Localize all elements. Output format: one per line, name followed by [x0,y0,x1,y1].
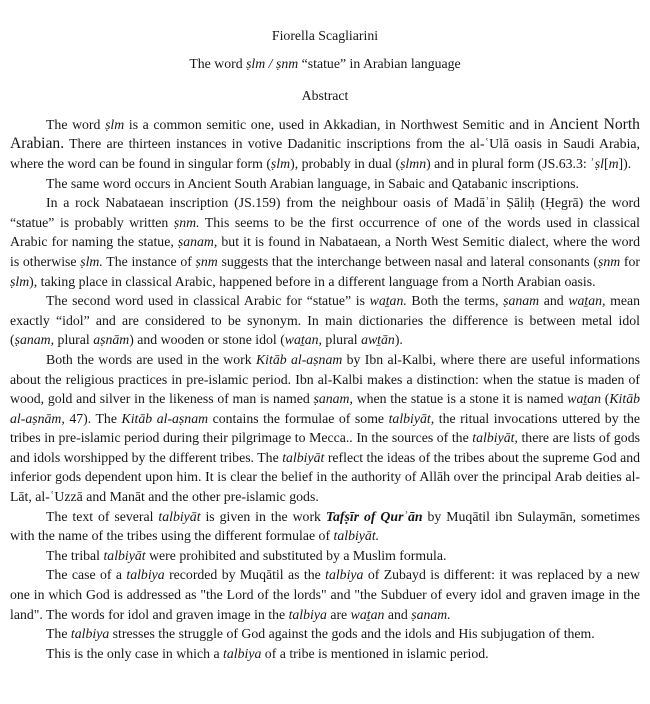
text-run: talbiyāt [282,449,325,465]
text-run: The text of several [46,508,159,524]
text-run: Kitāb al-aṣnam [255,351,343,367]
paragraph [10,565,640,624]
text-run: The second word used in classical Arabic for “statue” is [46,293,370,309]
text-run: The [46,626,71,642]
text-run: awṯān [361,332,395,348]
text-run: ṣl [594,155,604,171]
text-run: This seems to be the first occurrence of one of the words used in classical Arabic for naming the statue, [10,214,640,250]
text-run: The same word occurs in Ancient South Arabian language, in Sabaic and Qatabanic inscriptions. [46,175,579,191]
text-run: In a rock Nabataean inscription (JS.159) from the neighbour oasis of Madāʾin Ṣāliḥ (Ḥegrā) the word “statue” is probably written [10,195,640,230]
abstract-body [10,115,640,664]
text-run: ), probably in dual ( [290,155,401,171]
text-run: ṣlm. [80,253,103,269]
text-run: the ritual invocations uttered by the tribes in pre-islamic period during their pilgrimage to Mecca.. In the sources of the [10,410,641,446]
text-run: of Zubayd is different: it was replaced by a new one in which God is addressed as "the Lord of the lords" and "the Subduer of every idol and graven image in the land". The words for idol and graven image in the [10,567,640,622]
text-run: plural [321,332,362,348]
text-run: of a tribe is mentioned in islamic period. [261,645,489,661]
text-run: ) and in plural form (JS.63.3: ʾ [426,155,595,171]
text-run: talbiyāt [158,508,201,524]
text-run: The word [189,55,247,71]
text-run: waṯan. [369,293,407,309]
text-run: suggests that the interchange between nasal and lateral consonants ( [217,253,598,269]
text-run: The case of a [46,567,127,583]
text-run: ṣlm [270,155,291,171]
text-run: ]). [618,155,632,171]
text-run: The word [46,116,106,132]
text-run: 47). The [64,410,122,426]
text-run: talbiya [223,645,262,661]
paragraph [10,193,640,291]
text-run: ṣanam, [177,234,218,250]
text-run: by Ibn al-Kalbi, where there are useful informations about the religious practices in pre-islamic period. Ibn al-Kalbi makes a distinction: when the statue is maden of wood, gold and silver in the likeness of man is named [10,351,640,407]
text-run: there are lists of gods and idols worshipped by the different tribes. The [10,430,640,465]
text-run: are [326,606,351,622]
text-run: aṣnām [93,332,130,348]
text-run: Both the terms, [406,293,504,309]
text-run: talbiyāt. [333,528,380,544]
text-run: Ancient North Arabian. [10,115,640,153]
text-run: waṯan [567,391,601,407]
text-run: ṣlm [10,273,30,289]
text-run: recorded by Muqātil as the [164,567,326,583]
text-run: contains the formulae of some [208,410,389,426]
text-run: ) and wooden or stone idol ( [129,332,285,348]
text-run: Both the words are used in the work [46,351,256,367]
text-run: ṣnm [195,253,218,269]
text-run: Tafṣīr of Qurʾān [325,508,423,524]
text-run: “statue” in Arabian language [298,55,461,71]
text-run: and [384,606,412,622]
text-run: talbiya [288,606,327,622]
text-run: is given in the work [200,508,326,524]
text-run: ṣanam, [14,332,55,348]
text-run: talbiya [70,626,110,642]
text-run: waṯan [350,606,385,622]
text-run: ṣanam. [411,606,451,622]
text-run: and [539,293,569,309]
text-run: is a common semitic one, used in Akkadian, in Northwest Semitic and in [124,116,550,132]
paragraph [10,291,640,350]
paragraph [10,507,640,546]
text-run: ṣanam [503,293,540,309]
text-run: by Muqātil ibn Sulaymān, sometimes with the name of the tribes using the different formulae of [10,508,640,544]
text-run: [ [603,155,609,171]
text-run: This is the only case in which a [46,645,224,661]
text-run: Kitāb al-aṣnam [121,410,209,426]
text-run: waṯan, [284,332,322,348]
text-run: plural [54,332,94,348]
text-run: m [608,155,619,171]
text-run: mean exactly “idol” and are considered to be synonym. In main dictionaries the difference is between metal idol ( [10,293,641,348]
text-run: ( [601,391,610,407]
text-run: The instance of [102,253,196,269]
paragraph [10,624,640,644]
paragraph [10,644,640,664]
document-title [10,54,640,74]
text-run: ṣnm [597,253,621,269]
text-run: ṣnm. [173,214,200,230]
text-run: ṣanam, [313,391,353,407]
paragraph [10,174,640,194]
abstract-heading: Abstract [301,88,349,104]
text-run: talbiyāt, [472,430,518,446]
text-run: ṣlm / ṣnm [246,55,299,71]
text-run: Kitāb al-aṣnām, [10,391,640,426]
text-run: for [620,253,640,269]
text-run: talbiyāt [103,547,146,563]
text-run: ṣlm [105,116,125,132]
text-run: ṣlmn [400,155,427,171]
text-run: when the statue is a stone it is named [352,391,568,407]
paragraph [10,350,640,507]
text-run: talbiyāt, [388,410,435,426]
text-run: talbiya [325,567,364,583]
paragraph [10,546,640,566]
author-name: Fiorella Scagliarini [271,28,379,43]
text-run: The tribal [46,547,104,563]
text-run: waṯan, [568,293,606,309]
text-run: ). [394,332,403,348]
text-run: reflect the ideas of the tribes about the supreme God and inferior gods dependent upon him. It is clear the belief in the authority of Allāh over the principal Arab deities al-Lāt, al-ʿUzzā and Manāt and the other pre-islamic gods. [10,449,640,505]
paragraph [10,115,640,174]
text-run: ), taking place in classical Arabic, happened before in a different language from a North Arabian oasis. [29,273,596,289]
text-run: talbiya [126,567,165,583]
text-run: but it is found in Nabataean, a North West Semitic dialect, where the word is otherwise [10,234,640,269]
text-run: were prohibited and substituted by a Muslim formula. [145,547,447,563]
text-run: There are thirteen instances in votive Dadanitic inscriptions from the al-ʿUlā oasis in Saudi Arabia, where the word can be found in singular form ( [10,136,640,171]
text-run: stresses the struggle of God against the gods and the idols and His subjugation of them. [109,626,595,642]
